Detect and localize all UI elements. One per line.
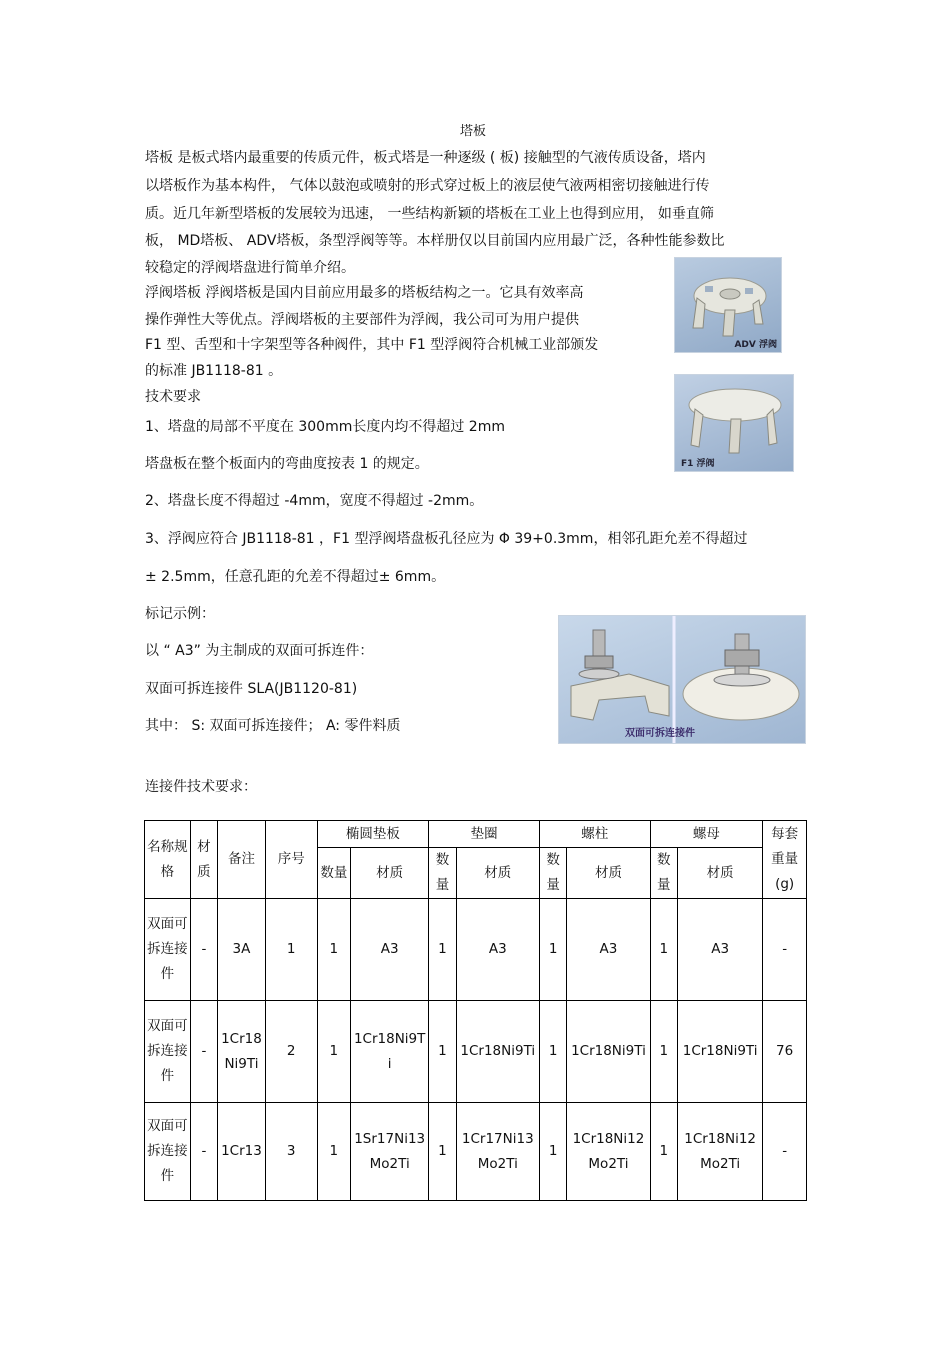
header-group-nut: 螺母 <box>650 821 763 848</box>
cell-mat: 1Cr18Ni12Mo2Ti <box>677 1103 762 1201</box>
cell-mat: 1Sr17Ni13Mo2Ti <box>351 1103 429 1201</box>
tech-item-3-cont: ± 2.5mm，任意孔距的允差不得超过± 6mm。 <box>145 569 446 585</box>
cell-seq: 2 <box>265 1001 317 1103</box>
cell-material: - <box>190 1001 217 1103</box>
marking-line: 双面可拆连接件 SLA(JB1120-81) <box>145 681 358 697</box>
header-remark: 备注 <box>218 821 266 899</box>
cell-material: - <box>190 1103 217 1201</box>
f1-valve-photo <box>674 374 794 472</box>
header-material: 材质 <box>190 821 217 899</box>
adv-caption: ADV 浮阀 <box>734 340 777 350</box>
table-row <box>145 899 807 1001</box>
float-valve-line: 操作弹性大等优点。浮阀塔板的主要部件为浮阀，我公司可为用户提供 <box>145 312 579 328</box>
float-valve-line: 的标准 JB1118-81 。 <box>145 363 283 379</box>
cell-qty: 1 <box>539 899 566 1001</box>
table-row <box>145 1103 807 1201</box>
header-qty: 数量 <box>539 848 566 899</box>
cell-seq: 1 <box>265 899 317 1001</box>
header-mat: 材质 <box>677 848 762 899</box>
cell-mat: 1Cr17Ni13Mo2Ti <box>456 1103 539 1201</box>
header-group-gasket-plate: 椭圆垫板 <box>317 821 429 848</box>
cell-qty: 1 <box>317 1103 351 1201</box>
cell-remark: 1Cr13 <box>218 1103 266 1201</box>
cell-qty: 1 <box>539 1001 566 1103</box>
intro-line: 以塔板作为基本构件， 气体以鼓泡或喷射的形式穿过板上的液层使气液两相密切接触进行传 <box>145 178 710 194</box>
header-group-stud: 螺柱 <box>539 821 650 848</box>
connector-caption: 双面可拆连接件 <box>625 728 695 739</box>
intro-line: 塔板 是板式塔内最重要的传质元件，板式塔是一种逐级 ( 板) 接触型的气液传质设备，塔内 <box>145 150 706 166</box>
tech-item-1-note: 塔盘板在整个板面内的弯曲度按表 1 的规定。 <box>145 456 429 472</box>
cell-qty: 1 <box>429 1001 456 1103</box>
connector-heading: 连接件技术要求： <box>145 779 257 795</box>
tech-item-3: 3、浮阀应符合 JB1118-81 ，F1 型浮阀塔盘板孔径应为 Φ 39+0.3mm，相邻孔距允差不得超过 <box>145 531 748 547</box>
cell-mat: 1Cr18Ni9Ti <box>456 1001 539 1103</box>
cell-mat: A3 <box>677 899 762 1001</box>
cell-weight: - <box>763 899 807 1001</box>
header-weight: 每套重量(g) <box>763 821 807 899</box>
float-valve-line: 浮阀塔板 浮阀塔板是国内目前应用最多的塔板结构之一。它具有效率高 <box>145 285 584 301</box>
cell-mat: A3 <box>456 899 539 1001</box>
adv-valve-photo <box>674 257 782 353</box>
cell-qty: 1 <box>539 1103 566 1201</box>
header-group-washer: 垫圈 <box>429 821 540 848</box>
cell-weight: 76 <box>763 1001 807 1103</box>
intro-line: 较稳定的浮阀塔盘进行简单介绍。 <box>145 260 355 276</box>
cell-qty: 1 <box>650 899 677 1001</box>
marking-line: 以 “ A3” 为主制成的双面可拆连件： <box>145 643 374 659</box>
cell-mat: A3 <box>351 899 429 1001</box>
cell-material: - <box>190 899 217 1001</box>
intro-line: 质。近几年新型塔板的发展较为迅速， 一些结构新颖的塔板在工业上也得到应用， 如垂直筛 <box>145 206 714 222</box>
cell-remark: 1Cr18Ni9Ti <box>218 1001 266 1103</box>
cell-weight: - <box>763 1103 807 1201</box>
cell-qty: 1 <box>317 1001 351 1103</box>
connector-photo <box>558 615 806 744</box>
cell-qty: 1 <box>317 899 351 1001</box>
float-valve-line: F1 型、舌型和十字架型等各种阀件，其中 F1 型浮阀符合机械工业部颁发 <box>145 337 599 353</box>
header-mat: 材质 <box>567 848 650 899</box>
header-qty: 数量 <box>429 848 456 899</box>
tech-item-1: 1、塔盘的局部不平度在 300mm长度内均不得超过 2mm <box>145 419 505 435</box>
f1-caption: F1 浮阀 <box>681 459 715 469</box>
table-row <box>145 1001 807 1103</box>
cell-mat: 1Cr18Ni9Ti <box>351 1001 429 1103</box>
cell-mat: 1Cr18Ni9Ti <box>567 1001 650 1103</box>
header-mat: 材质 <box>351 848 429 899</box>
cell-name: 双面可拆连接件 <box>145 1001 191 1103</box>
page-title: 塔板 <box>460 124 487 139</box>
marking-heading: 标记示例： <box>145 606 215 622</box>
cell-remark: 3A <box>218 899 266 1001</box>
intro-line: 板， MD塔板、 ADV塔板，条型浮阀等等。本样册仅以目前国内应用最广泛，各种性能参数比 <box>145 233 725 249</box>
header-seq: 序号 <box>265 821 317 899</box>
cell-mat: A3 <box>567 899 650 1001</box>
cell-name: 双面可拆连接件 <box>145 899 191 1001</box>
header-qty: 数量 <box>317 848 351 899</box>
header-qty: 数量 <box>650 848 677 899</box>
cell-name: 双面可拆连接件 <box>145 1103 191 1201</box>
header-name: 名称规格 <box>145 821 191 899</box>
header-mat: 材质 <box>456 848 539 899</box>
cell-qty: 1 <box>429 899 456 1001</box>
cell-mat: 1Cr18Ni9Ti <box>677 1001 762 1103</box>
cell-mat: 1Cr18Ni12Mo2Ti <box>567 1103 650 1201</box>
cell-qty: 1 <box>650 1001 677 1103</box>
marking-line: 其中： S: 双面可拆连接件； A: 零件料质 <box>145 718 401 734</box>
tech-heading: 技术要求 <box>145 389 201 405</box>
cell-qty: 1 <box>429 1103 456 1201</box>
cell-seq: 3 <box>265 1103 317 1201</box>
connector-spec-table <box>144 820 807 1201</box>
cell-qty: 1 <box>650 1103 677 1201</box>
tech-item-2: 2、塔盘长度不得超过 -4mm，宽度不得超过 -2mm。 <box>145 493 484 509</box>
